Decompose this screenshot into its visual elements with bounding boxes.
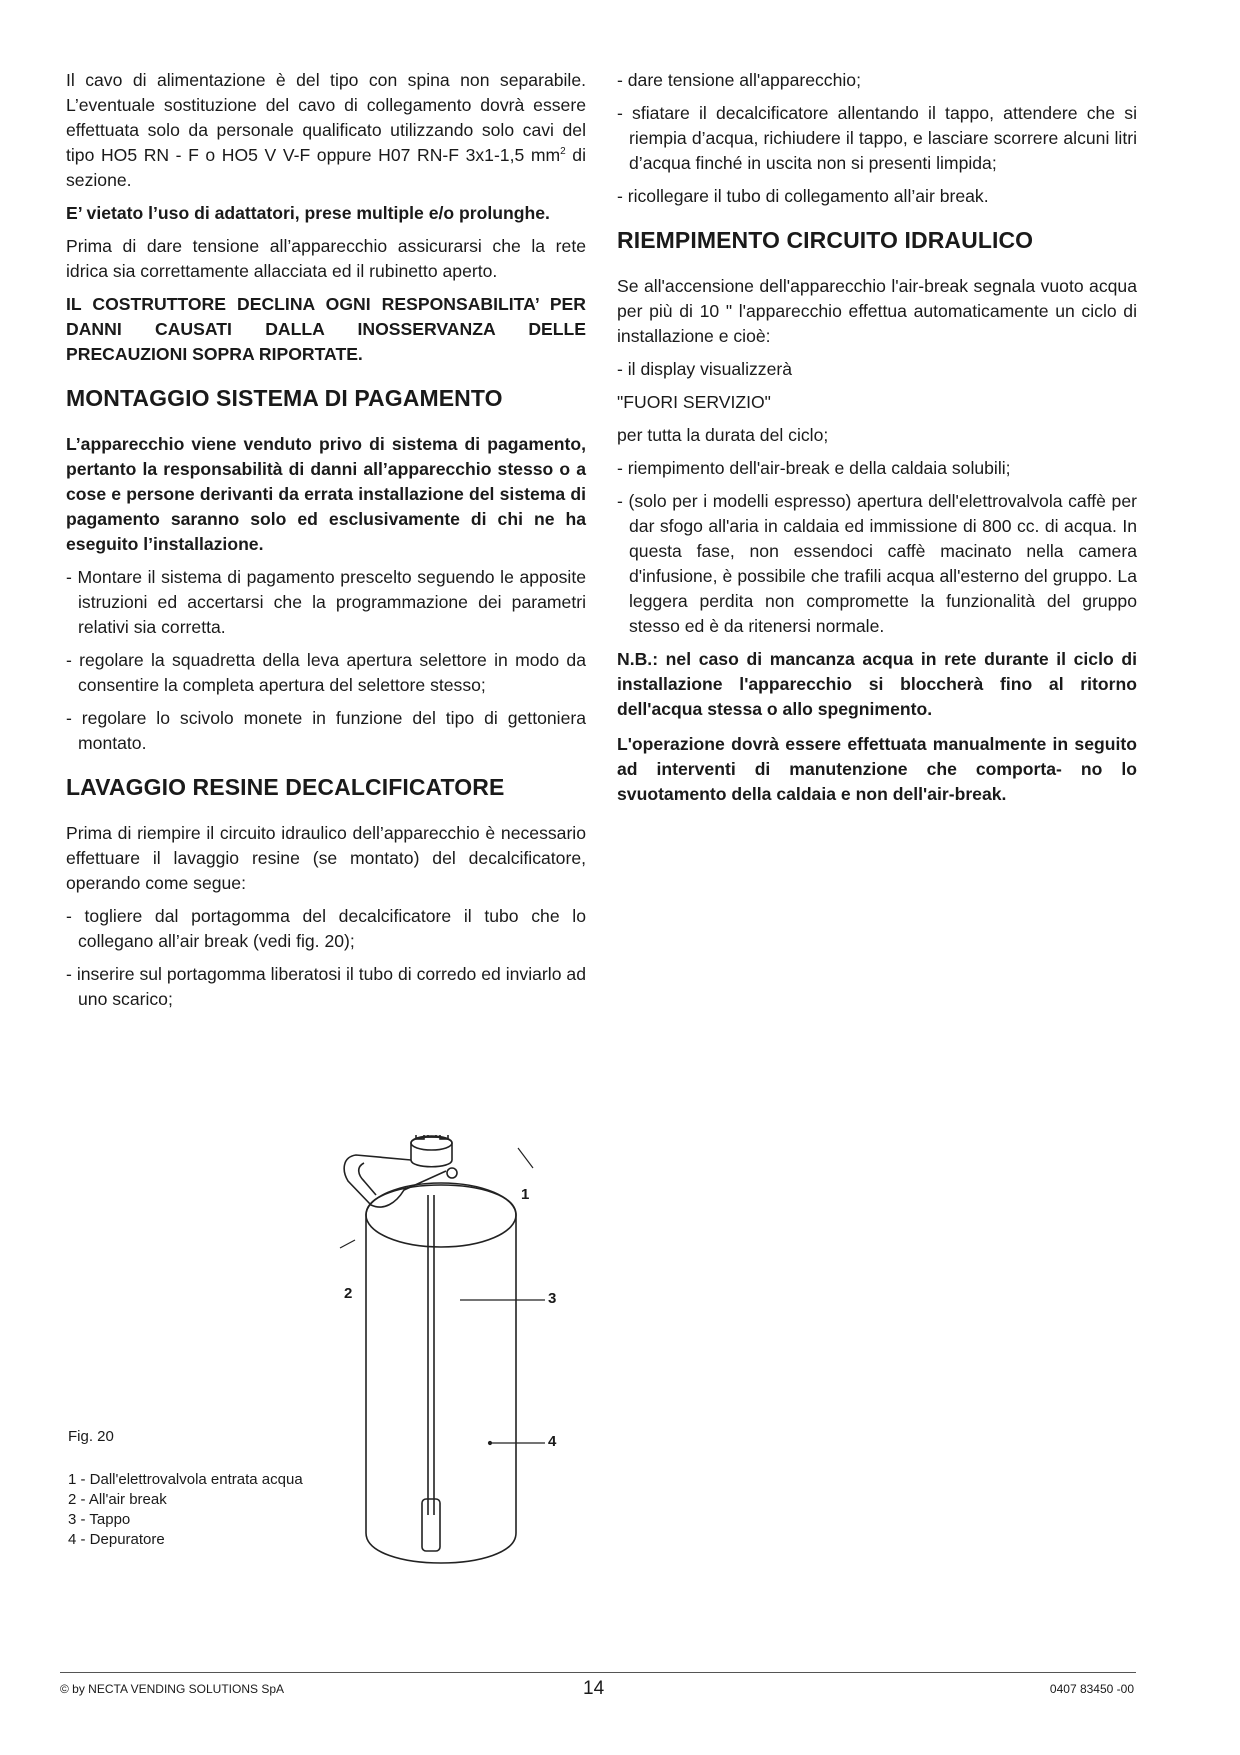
- paragraph-manual-operation: L'operazione dovrà essere effettuata manualmente in seguito ad interventi di manutenzione che comporta- no lo svuotamento della caldaia e non dell'air-break.: [617, 734, 1137, 804]
- paragraph-water-supply: Prima di dare tensione all’apparecchio assicurarsi che la rete idrica sia correttamente allacciata ed il rubinetto aperto.: [66, 236, 586, 281]
- list-item: - riempimento dell'air-break e della caldaia solubili;: [617, 458, 1011, 478]
- list-item: - Montare il sistema di pagamento prescelto seguendo le apposite istruzioni ed accertarsi che la programmazione dei parametri relativi sia corretta.: [66, 567, 586, 637]
- legend-item: 3 - Tappo: [68, 1511, 131, 1528]
- callout-4: 4: [548, 1433, 557, 1450]
- list-item: - (solo per i modelli espresso) apertura dell'elettrovalvola caffè per dar sfogo all'aria in caldaia ed immissione di 800 cc. di acqua. In questa fase, non essendoci caffè macinato nella camera d'infusione, è possibile che trafili acqua all'esterno del gruppo. La leggera perdita non compromette la funzionalità del gruppo stesso ed è da ritenersi normale.: [617, 491, 1137, 636]
- list-item: - togliere dal portagomma del decalcificatore il tubo che lo collegano all’air break (vedi fig. 20);: [66, 906, 586, 951]
- footer-copyright: © by NECTA VENDING SOLUTIONS SpA: [60, 1682, 285, 1696]
- paragraph-adapter-warning: E’ vietato l’uso di adattatori, prese multiple e/o prolunghe.: [66, 203, 550, 223]
- list-item: - dare tensione all'apparecchio;: [617, 70, 861, 90]
- list-item: - regolare lo scivolo monete in funzione del tipo di gettoniera montato.: [66, 708, 586, 753]
- paragraph-resin-intro: Prima di riempire il circuito idraulico dell’apparecchio è necessario effettuare il lavaggio resine (se montato) del decalcificatore, operando come segue:: [66, 823, 586, 893]
- figure-caption: Fig. 20: [68, 1428, 114, 1445]
- list-item: - il display visualizzerà: [617, 359, 793, 379]
- paragraph-liability: IL COSTRUTTORE DECLINA OGNI RESPONSABILITA’ PER DANNI CAUSATI DALLA INOSSERVANZA DELLE PRECAUZIONI SOPRA RIPORTATE.: [66, 294, 586, 364]
- document-code: 0407 83450 -00: [1049, 1682, 1134, 1696]
- page-number: 14: [583, 1678, 605, 1699]
- heading-payment-system: MONTAGGIO SISTEMA DI PAGAMENTO: [66, 385, 503, 411]
- paragraph-payment-liability: L’apparecchio viene venduto privo di sistema di pagamento, pertanto la responsabilità di danni all’apparecchio stesso o a cose e persone derivanti da errata installazione del sistema di pagamento saranno solo ed esclusivamente di chi ne ha eseguito l’installazione.: [66, 434, 586, 554]
- paragraph-power-cable: Il cavo di alimentazione è del tipo con spina non separabile. L’eventuale sostituzione del cavo di collegamento dovrà essere effettuata solo da personale qualificato utilizzando solo cavi del tipo HO5 RN - F o HO5 V V-F oppure H07 RN-F 3x1-1,5 $mm^2$ di sezione.: [66, 70, 586, 190]
- list-item: - regolare la squadretta della leva apertura selettore in modo da consentire la completa apertura del selettore stesso;: [66, 650, 586, 695]
- callout-1: 1: [521, 1186, 530, 1203]
- callout-2: 2: [344, 1285, 353, 1302]
- legend-item: 2 - All'air break: [68, 1491, 167, 1508]
- list-item: - sfiatare il decalcificatore allentando il tappo, attendere che si riempia d’acqua, richiudere il tappo, e lasciare scorrere alcuni litri d’acqua finché in uscita non si presenti limpida;: [617, 103, 1137, 173]
- legend-item: 1 - Dall'elettrovalvola entrata acqua: [68, 1471, 303, 1488]
- paragraph-cycle-duration: per tutta la durata del ciclo;: [617, 425, 829, 445]
- heading-hydraulic-filling: RIEMPIMENTO CIRCUITO IDRAULICO: [617, 227, 1034, 253]
- paragraph-display-message: "FUORI SERVIZIO": [617, 392, 771, 412]
- paragraph-nb-note: N.B.: nel caso di mancanza acqua in rete durante il ciclo di installazione l'apparecchio si bloccherà fino al ritorno dell'acqua stessa o allo spegnimento.: [617, 649, 1137, 719]
- list-item: - ricollegare il tubo di collegamento all’air break.: [617, 186, 989, 206]
- legend-item: 4 - Depuratore: [68, 1531, 165, 1548]
- heading-resin-wash: LAVAGGIO RESINE DECALCIFICATORE: [66, 774, 505, 800]
- callout-3: 3: [548, 1290, 557, 1307]
- list-item: - inserire sul portagomma liberatosi il tubo di corredo ed inviarlo ad uno scarico;: [66, 964, 586, 1009]
- figure-legend: [68, 1470, 303, 1550]
- paragraph-airbreak: Se all'accensione dell'apparecchio l'air-break segnala vuoto acqua per più di 10 " l'apparecchio effettua automaticamente un ciclo di installazione e cioè:: [617, 276, 1137, 346]
- footer-divider: [60, 1672, 1136, 1673]
